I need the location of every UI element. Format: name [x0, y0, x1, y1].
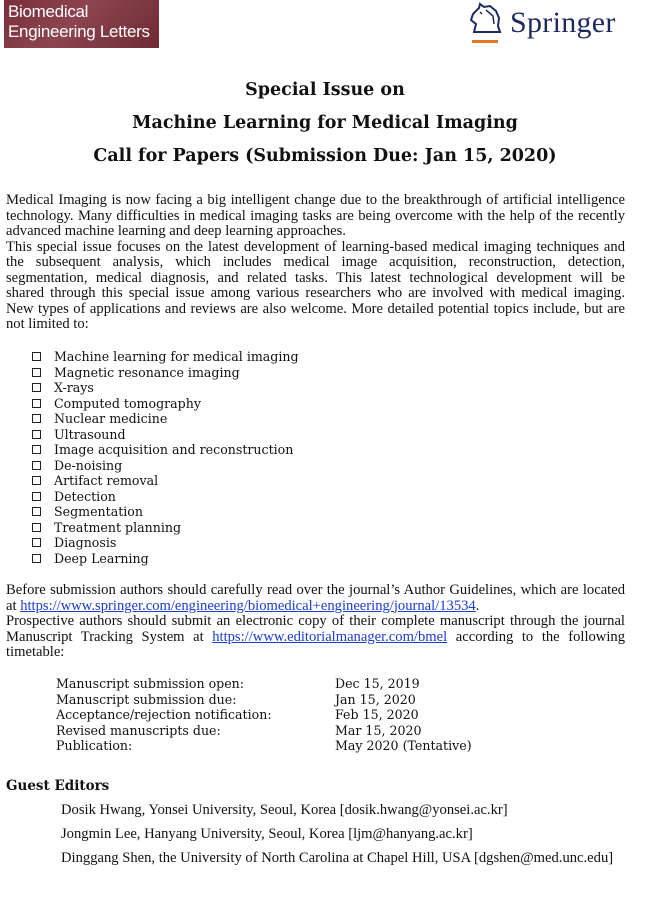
topic-label: Diagnosis: [54, 535, 117, 550]
journal-logo-line1: Biomedical: [8, 2, 89, 21]
editorial-manager-link[interactable]: https://www.editorialmanager.com/bmel: [212, 628, 448, 645]
topic-item: [32, 489, 299, 505]
text-line: Medical Imaging is now facing a big intelligent change due to the breakthrough of artificial intelligence: [6, 192, 625, 208]
timetable-row: [56, 707, 472, 723]
topic-label: Detection: [54, 488, 116, 504]
title-line-3: Call for Papers (Submission Due: Jan 15, 2020): [93, 146, 557, 166]
timetable-label: Manuscript submission due:: [56, 691, 237, 707]
text-line: [6, 630, 625, 646]
timetable-label: Publication:: [56, 738, 133, 753]
topic-item: [32, 396, 299, 412]
text-line: New types of applications and reviews are also welcome. More detailed potential topics include, but are: [6, 300, 625, 317]
timetable-date: May 2020 (Tentative): [335, 738, 472, 753]
checkbox-icon: [32, 476, 41, 485]
journal-logo: [4, 0, 159, 48]
springer-logo: [466, 0, 636, 48]
timetable-date: Dec 15, 2019: [335, 676, 420, 691]
topic-item: [32, 365, 299, 381]
topic-label: Ultrasound: [54, 426, 126, 442]
timetable-row: [56, 738, 472, 754]
text-fragment: at: [6, 597, 21, 614]
topic-label: Nuclear medicine: [54, 411, 168, 426]
guest-editors-heading: Guest Editors: [6, 778, 110, 794]
checkbox-icon: [32, 461, 41, 470]
timetable-label: Acceptance/rejection notification:: [56, 707, 272, 722]
topic-label: Machine learning for medical imaging: [54, 349, 299, 364]
checkbox-icon: [32, 538, 41, 547]
checkbox-icon: [32, 368, 41, 377]
topics-list: [32, 349, 299, 566]
checkbox-icon: [32, 554, 41, 563]
topic-label: Deep Learning: [54, 550, 149, 566]
timetable-date: Jan 15, 2020: [335, 691, 416, 707]
timetable-label: Revised manuscripts due:: [56, 722, 221, 738]
topic-item: [32, 504, 299, 520]
text-line: segmentation, medical diagnosis, and related tasks. This latest technological development will be: [6, 269, 625, 286]
guest-editor: Dinggang Shen, the University of North Carolina at Chapel Hill, USA [dgshen@med.unc.edu]: [61, 850, 614, 866]
topic-label: Image acquisition and reconstruction: [54, 442, 294, 457]
topic-label: Computed tomography: [54, 395, 201, 411]
topic-item: [32, 473, 299, 489]
submission-paragraph: [6, 583, 625, 661]
timetable-row: [56, 723, 472, 739]
topic-label: Artifact removal: [54, 473, 159, 488]
text-line: This special issue focuses on the latest development of learning-based medical imaging techniques and: [6, 238, 625, 255]
checkbox-icon: [32, 507, 41, 516]
topic-label: Segmentation: [54, 504, 143, 519]
text-line: shared through this special issue among various researchers who are involved with medical imaging.: [6, 285, 625, 301]
horse-knight-icon: [466, 2, 504, 38]
intro-paragraph-1: [6, 193, 625, 333]
topic-label: Magnetic resonance imaging: [54, 364, 240, 380]
topic-item: [32, 551, 299, 567]
topic-label: Treatment planning: [54, 519, 182, 535]
checkbox-icon: [32, 414, 41, 423]
timetable-row: [56, 676, 472, 692]
topic-item: [32, 427, 299, 443]
springer-accent-bar: [472, 40, 498, 43]
text-line: the subsequent analysis, which includes medical image acquisition, reconstruction, detection,: [6, 254, 625, 270]
timetable-date: Mar 15, 2020: [335, 722, 422, 738]
topic-label: De-noising: [54, 457, 123, 473]
text-line: technology. Many difficulties in medical imaging tasks are being overcome with the help of the recently: [6, 207, 625, 224]
title-line-2: Machine Learning for Medical Imaging: [132, 113, 518, 133]
guidelines-link[interactable]: https://www.springer.com/engineering/biomedical+engineering/journal/13534: [20, 597, 476, 614]
text-line: [6, 599, 625, 615]
journal-logo-line2: Engineering Letters: [8, 22, 150, 41]
timetable-label: Manuscript submission open:: [56, 676, 245, 691]
checkbox-icon: [32, 352, 41, 361]
timetable-date: Feb 15, 2020: [335, 707, 419, 722]
text-line: advanced machine learning and deep learning approaches.: [6, 223, 346, 239]
topic-label: X-rays: [54, 380, 94, 395]
guest-editor: Jongmin Lee, Hanyang University, Seoul, Korea [ljm@hanyang.ac.kr]: [61, 826, 473, 842]
springer-wordmark: Springer: [510, 6, 616, 39]
text-fragment: .: [475, 597, 480, 614]
text-line: not limited to:: [6, 316, 89, 332]
timetable-row: [56, 692, 472, 708]
checkbox-icon: [32, 399, 41, 408]
topic-item: [32, 535, 299, 551]
guest-editor: Dosik Hwang, Yonsei University, Seoul, Korea [dosik.hwang@yonsei.ac.kr]: [61, 802, 508, 818]
topic-item: [32, 380, 299, 396]
text-fragment: Manuscript Tracking System at: [6, 628, 213, 645]
topic-item: [32, 442, 299, 458]
checkbox-icon: [32, 492, 41, 501]
topic-item: [32, 520, 299, 536]
checkbox-icon: [32, 383, 41, 392]
text-line: Before submission authors should carefully read over the journal’s Author Guidelines, which are located: [6, 582, 625, 598]
timetable: [56, 676, 472, 754]
title-line-1: Special Issue on: [245, 80, 405, 100]
topic-item: [32, 349, 299, 365]
text-line: Prospective authors should submit an electronic copy of their complete manuscript through the journal: [6, 613, 625, 629]
text-line: timetable:: [6, 644, 65, 660]
topic-item: [32, 411, 299, 427]
text-fragment: according to the following: [447, 628, 625, 645]
topic-item: [32, 458, 299, 474]
checkbox-icon: [32, 430, 41, 439]
checkbox-icon: [32, 523, 41, 532]
checkbox-icon: [32, 445, 41, 454]
